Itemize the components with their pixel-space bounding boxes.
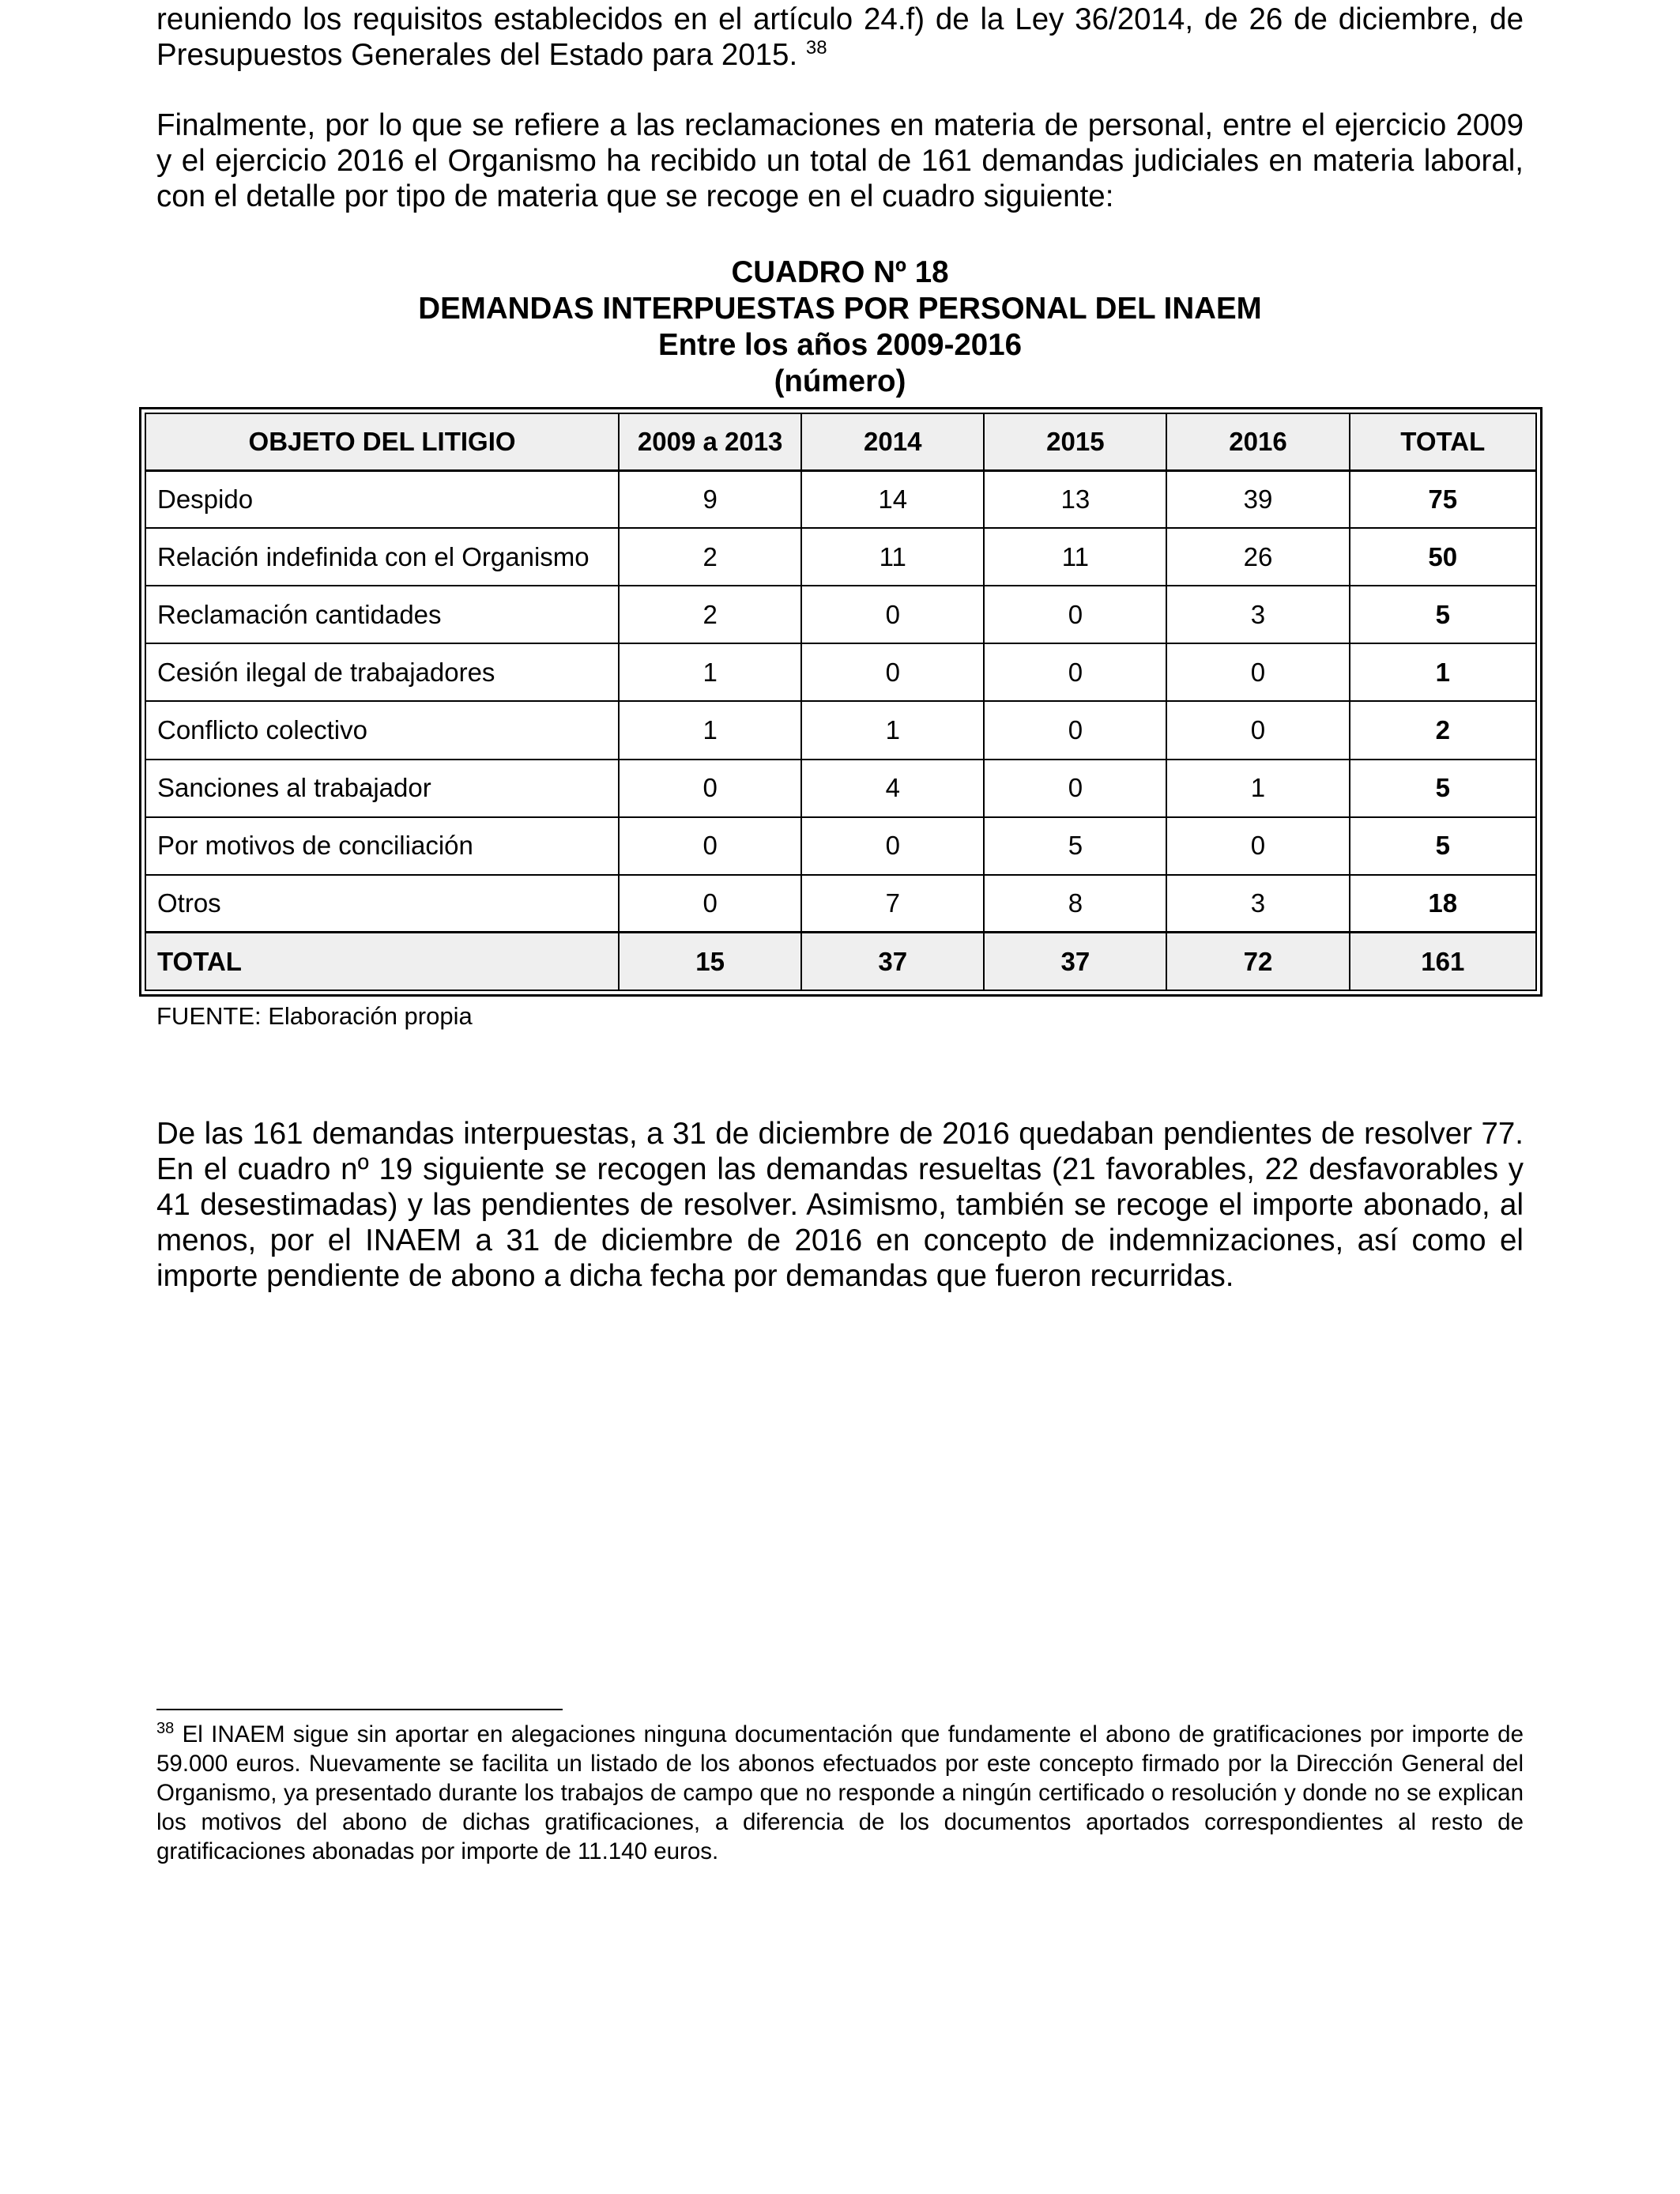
table-cell: 0: [801, 817, 984, 875]
footnote-text: El INAEM sigue sin aportar en alegaciones ninguna documentación que fundamente el abono de gratificaciones por importe de 59.000 euros. Nuevamente se facilita un listado de los abonos efectuados por este concepto firmado por la Dirección General del Organismo, ya presentado durante los trabajos de campo que no responde a ningún certificado o resolución y donde no se explican los motivos del abono de dichas gratificaciones, a diferencia de los documentos aportados correspondientes al resto de gratificaciones abonadas por importe de 11.140 euros.: [156, 1721, 1524, 1864]
table-header-cell: OBJETO DEL LITIGIO: [145, 413, 619, 470]
table-cell: 1: [619, 643, 801, 701]
table-cell: 0: [984, 701, 1166, 759]
table-cell: 1: [1166, 760, 1349, 817]
table-row-total: 75: [1350, 470, 1536, 528]
table-total-cell: 37: [984, 933, 1166, 990]
footnote-reference: 38: [805, 37, 827, 59]
table-cell: 13: [984, 470, 1166, 528]
table-cell: 2: [619, 528, 801, 586]
table-row-total: 5: [1350, 586, 1536, 643]
paragraph-resolved: De las 161 demandas interpuestas, a 31 de diciembre de 2016 quedaban pendientes de resolver 77. En el cuadro nº 19 siguiente se recogen las demandas resueltas (21 favorables, 22 desfavorables y 41 desestimadas) y las pendientes de resolver. Asimismo, también se recoge el importe abonado, al menos, por el INAEM a 31 de diciembre de 2016 en concepto de indemnizaciones, así como el importe pendiente de abono a dicha fecha por demandas que fueron recurridas.: [156, 1117, 1524, 1293]
table-total-row: [145, 933, 1536, 990]
table-row: [145, 817, 1536, 875]
table-cell: 14: [801, 470, 984, 528]
table-header-cell: 2014: [801, 413, 984, 470]
table-cell: 0: [984, 586, 1166, 643]
paragraph-intro-text: reuniendo los requisitos establecidos en el artículo 24.f) de la Ley 36/2014, de 26 de diciembre, de Presupuestos Generales del Estado para 2015.: [156, 2, 1524, 72]
table-row-total: 2: [1350, 701, 1536, 759]
table-title-line4: (número): [774, 364, 906, 398]
table-cell: 0: [984, 643, 1166, 701]
table-row-label: Cesión ilegal de trabajadores: [145, 643, 619, 701]
table-body: [145, 470, 1536, 990]
table-row-total: 5: [1350, 817, 1536, 875]
table-cell: 0: [984, 760, 1166, 817]
table-cell: 0: [619, 875, 801, 933]
table-cell: 0: [1166, 817, 1349, 875]
table-row-label: Por motivos de conciliación: [145, 817, 619, 875]
table-title-line2: DEMANDAS INTERPUESTAS POR PERSONAL DEL INAEM: [418, 292, 1262, 326]
footnote-separator: [156, 1709, 563, 1710]
table-row-label: Conflicto colectivo: [145, 701, 619, 759]
table-cell: 0: [619, 760, 801, 817]
table-header-row: [145, 413, 1536, 470]
table-cell: 0: [801, 643, 984, 701]
table-cell: 2: [619, 586, 801, 643]
table-title-line1: CUADRO Nº 18: [731, 255, 949, 289]
table-cell: 11: [801, 528, 984, 586]
table-total-cell: 37: [801, 933, 984, 990]
table-total-cell: 15: [619, 933, 801, 990]
table-row: [145, 528, 1536, 586]
claims-table: [145, 413, 1537, 991]
table-header-cell: 2009 a 2013: [619, 413, 801, 470]
table-row: [145, 760, 1536, 817]
table-total-label: TOTAL: [145, 933, 619, 990]
table-cell: 39: [1166, 470, 1349, 528]
table-cell: 7: [801, 875, 984, 933]
table-header-cell: TOTAL: [1350, 413, 1536, 470]
table-row: [145, 586, 1536, 643]
table-source: FUENTE: Elaboración propia: [156, 1002, 473, 1030]
table-row-total: 50: [1350, 528, 1536, 586]
table-row-total: 18: [1350, 875, 1536, 933]
footnote: [156, 1720, 1524, 1866]
table-cell: 0: [1166, 701, 1349, 759]
table-row: [145, 643, 1536, 701]
table-cell: 11: [984, 528, 1166, 586]
table-row-label: Relación indefinida con el Organismo: [145, 528, 619, 586]
table-cell: 4: [801, 760, 984, 817]
claims-table-frame: [139, 407, 1543, 997]
table-cell: 26: [1166, 528, 1349, 586]
paragraph-intro: [156, 2, 1524, 73]
table-row-label: Otros: [145, 875, 619, 933]
table-cell: 0: [801, 586, 984, 643]
table-cell: 0: [1166, 643, 1349, 701]
table-cell: 3: [1166, 875, 1349, 933]
table-row-total: 1: [1350, 643, 1536, 701]
table-row-label: Reclamación cantidades: [145, 586, 619, 643]
table-cell: 8: [984, 875, 1166, 933]
table-cell: 1: [801, 701, 984, 759]
table-title-line3: Entre los años 2009-2016: [657, 328, 1023, 362]
table-cell: 3: [1166, 586, 1349, 643]
table-row-label: Sanciones al trabajador: [145, 760, 619, 817]
table-cell: 9: [619, 470, 801, 528]
table-cell: 0: [619, 817, 801, 875]
table-row-label: Despido: [145, 470, 619, 528]
paragraph-claims: Finalmente, por lo que se refiere a las reclamaciones en materia de personal, entre el ejercicio 2009 y el ejercicio 2016 el Organismo ha recibido un total de 161 demandas judiciales en materia laboral, con el detalle por tipo de materia que se recoge en el cuadro siguiente:: [156, 108, 1524, 213]
table-title: [156, 254, 1524, 400]
table-cell: 5: [984, 817, 1166, 875]
table-cell: 1: [619, 701, 801, 759]
table-row: [145, 470, 1536, 528]
table-header-cell: 2015: [984, 413, 1166, 470]
table-row: [145, 875, 1536, 933]
table-total-cell: 161: [1350, 933, 1536, 990]
footnote-number: 38: [156, 1720, 175, 1738]
table-row-total: 5: [1350, 760, 1536, 817]
table-row: [145, 701, 1536, 759]
table-header-cell: 2016: [1166, 413, 1349, 470]
table-total-cell: 72: [1166, 933, 1349, 990]
